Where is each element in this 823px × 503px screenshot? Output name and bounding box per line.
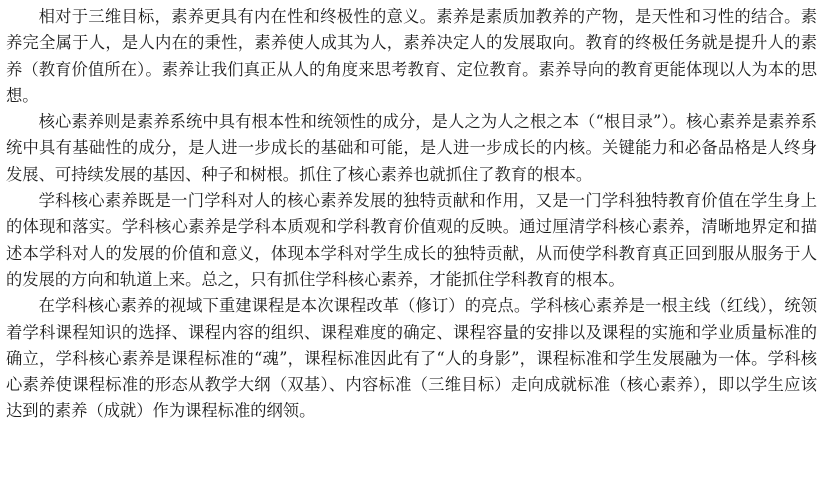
paragraph-3: 学科核心素养既是一门学科对人的核心素养发展的独特贡献和作用，又是一门学科独特教育价值在学生身上的体现和落实。学科核心素养是学科本质观和学科教育价值观的反映。通过厘清学科核心素养，清晰地界定和描述本学科对人的发展的价值和意义，体现本学科对学生成长的独特贡献，从而使学科教育真正回到服从服务于人的发展的方向和轨道上来。总之，只有抓住学科核心素养，才能抓住学科教育的根本。 (6, 191, 817, 289)
paragraph-2: 核心素养则是素养系统中具有根本性和统领性的成分，是人之为人之根之本（“根目录”）。核心素养是素养系统中具有基础性的成分，是人进一步成长的基础和可能，是人进一步成长的内核。关键能力和必备品格是人终身发展、可持续发展的基因、种子和树根。抓住了核心素养也就抓住了教育的根本。 (6, 112, 817, 184)
paragraph-4: 在学科核心素养的视域下重建课程是本次课程改革（修订）的亮点。学科核心素养是一根主线（红线），统领着学科课程知识的选择、课程内容的组织、课程难度的确定、课程容量的安排以及课程的实施和学业质量标准的确立，学科核心素养是课程标准的“魂”，课程标准因此有了“人的身影”，课程标准和学生发展融为一体。学科核心素养使课程标准的形态从教学大纲（双基）、内容标准（三维目标）走向成就标准（核心素养），即以学生应该达到的素养（成就）作为课程标准的纲领。 (6, 296, 817, 421)
paragraph-1: 相对于三维目标，素养更具有内在性和终极性的意义。素养是素质加教养的产物，是天性和习性的结合。素养完全属于人，是人内在的秉性，素养使人成其为人，素养决定人的发展取向。教育的终极任务就是提升人的素养（教育价值所在）。素养让我们真正从人的角度来思考教育、定位教育。素养导向的教育更能体现以人为本的思想。 (6, 7, 817, 105)
